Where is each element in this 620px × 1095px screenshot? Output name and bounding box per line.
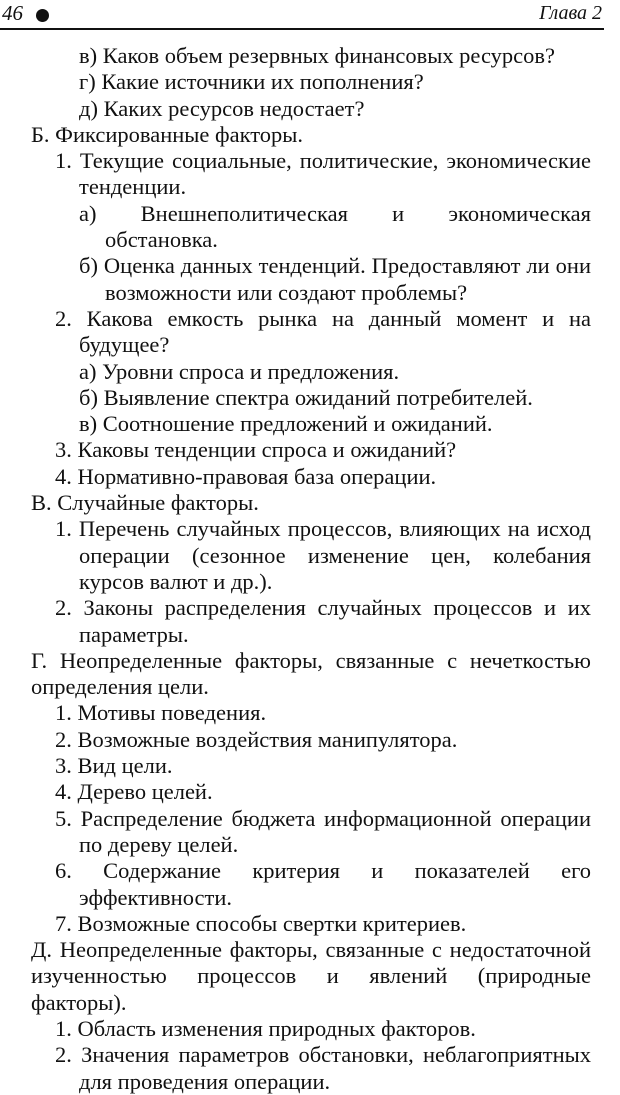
chapter-title: Глава 2 (539, 2, 602, 24)
list-item: 1. Текущие социальные, политические, экономические тенденции. (55, 148, 591, 200)
list-item: в) Соотношение предложений и ожиданий. (79, 411, 493, 437)
list-item: б) Выявление спектра ожиданий потребителей. (79, 384, 533, 410)
list-item: 4. Нормативно-правовая база операции. (55, 463, 437, 489)
list-item: 1. Мотивы поведения. (55, 700, 267, 726)
list-item: 3. Каковы тенденции спроса и ожиданий? (55, 437, 457, 463)
list-item: а) Внешнеполитическая и экономическая обстановка. (79, 200, 591, 253)
list-item: 4. Дерево целей. (55, 779, 213, 805)
running-header (0, 0, 604, 30)
list-item: б) Оценка данных тенденций. Предоставляют ли они возможности или создают проблемы? (79, 253, 591, 305)
list-item: 2. Законы распределения случайных процессов и их параметры. (55, 595, 591, 647)
list-item: 3. Вид цели. (55, 753, 173, 779)
list-item: в) Каков объем резервных финансовых ресурсов? (79, 43, 556, 68)
list-item: 6. Содержание критерия и показателей его эффективности. (55, 858, 591, 910)
list-item: 7. Возможные способы свертки критериев. (55, 910, 467, 936)
section-heading: В. Случайные факторы. (31, 490, 259, 516)
list-item: г) Какие источники их пополнения? (79, 69, 424, 95)
section-heading: Г. Неопределенные факторы, связанные с нечеткостью определения цели. (31, 647, 591, 700)
list-item: 1. Область изменения природных факторов. (55, 1015, 476, 1041)
page-number: 46 (2, 1, 23, 25)
list-item: 1. Перечень случайных процессов, влияющих на исход операции (сезонное изменение цен, колебания курсов валют и др.). (55, 516, 591, 594)
list-item: 2. Значения параметров обстановки, неблагоприятных для проведения операции. (55, 1042, 591, 1094)
section-heading: Б. Фиксированные факторы. (31, 121, 303, 147)
list-item: д) Каких ресурсов недостает? (79, 95, 365, 121)
list-item: а) Уровни спроса и предложения. (79, 358, 400, 384)
list-item: 2. Возможные воздействия манипулятора. (55, 726, 458, 752)
page-body (31, 43, 591, 1095)
bullet-icon (36, 9, 49, 22)
section-heading: Д. Неопределенные факторы, связанные с недостаточной изученностью процессов и явлений (природные факторы). (31, 937, 591, 1015)
list-item: 5. Распределение бюджета информационной операции по дереву целей. (55, 805, 591, 857)
list-item: 2. Какова емкость рынка на данный момент и на будущее? (55, 305, 591, 358)
